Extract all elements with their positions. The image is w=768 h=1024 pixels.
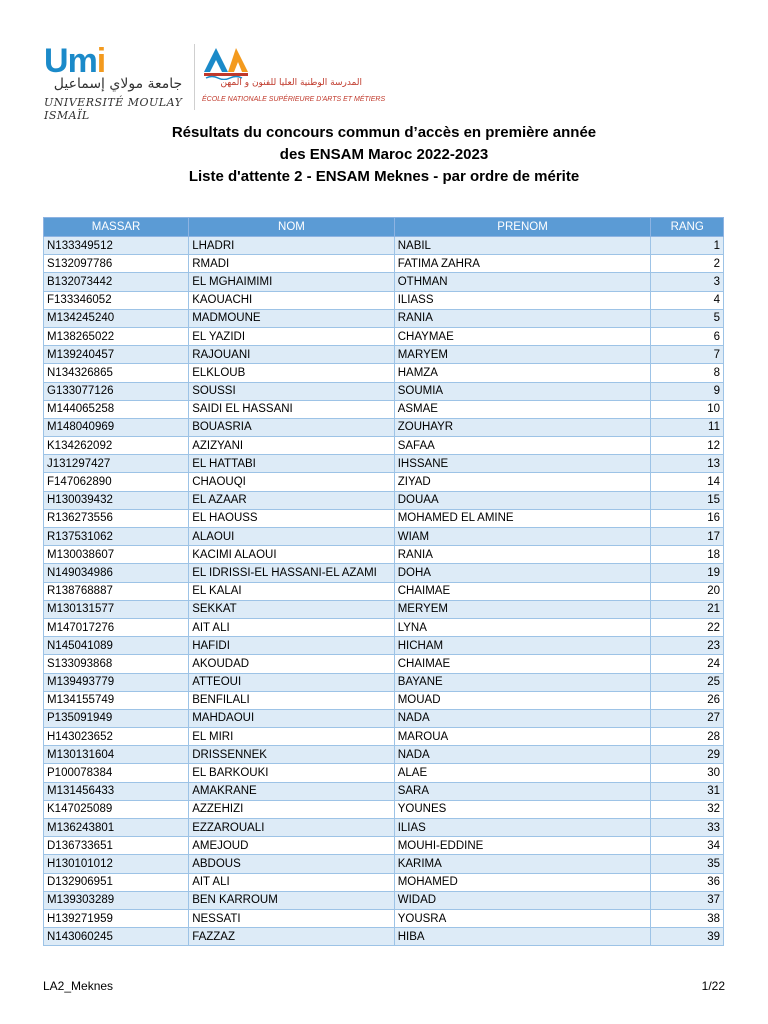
cell-rang: 5 [651, 309, 724, 327]
cell-massar: M139493779 [44, 673, 189, 691]
cell-nom: SAIDI EL HASSANI [189, 400, 395, 418]
results-table [43, 217, 724, 946]
cell-rang: 38 [651, 909, 724, 927]
cell-rang: 25 [651, 673, 724, 691]
cell-nom: EL YAZIDI [189, 327, 395, 345]
cell-prenom: CHAIMAE [394, 655, 651, 673]
header-massar: MASSAR [44, 218, 189, 237]
cell-prenom: HIBA [394, 928, 651, 946]
ensam-logo [202, 46, 386, 112]
table-row [44, 673, 724, 691]
cell-prenom: KARIMA [394, 855, 651, 873]
table-row [44, 600, 724, 618]
cell-nom: EL KALAI [189, 582, 395, 600]
cell-massar: S133093868 [44, 655, 189, 673]
table-row [44, 418, 724, 436]
cell-prenom: HAMZA [394, 364, 651, 382]
cell-rang: 11 [651, 418, 724, 436]
cell-nom: CHAOUQI [189, 473, 395, 491]
cell-nom: AIT ALI [189, 618, 395, 636]
table-row [44, 637, 724, 655]
cell-prenom: ILIASS [394, 291, 651, 309]
cell-prenom: LYNA [394, 618, 651, 636]
cell-nom: SEKKAT [189, 600, 395, 618]
cell-prenom: SARA [394, 782, 651, 800]
cell-rang: 20 [651, 582, 724, 600]
cell-rang: 36 [651, 873, 724, 891]
cell-nom: MAHDAOUI [189, 709, 395, 727]
cell-rang: 19 [651, 564, 724, 582]
table-row [44, 709, 724, 727]
cell-nom: EL IDRISSI-EL HASSANI-EL AZAMI [189, 564, 395, 582]
table-row [44, 855, 724, 873]
cell-rang: 35 [651, 855, 724, 873]
cell-rang: 31 [651, 782, 724, 800]
table-row [44, 764, 724, 782]
cell-nom: MADMOUNE [189, 309, 395, 327]
umi-logo [44, 42, 192, 122]
cell-nom: RAJOUANI [189, 346, 395, 364]
cell-nom: AZIZYANI [189, 437, 395, 455]
cell-rang: 10 [651, 400, 724, 418]
cell-nom: EL MIRI [189, 728, 395, 746]
table-body [44, 237, 724, 946]
cell-nom: AKOUDAD [189, 655, 395, 673]
table-row [44, 728, 724, 746]
table-row [44, 437, 724, 455]
cell-nom: EL MGHAIMIMI [189, 273, 395, 291]
cell-rang: 28 [651, 728, 724, 746]
table-row [44, 473, 724, 491]
cell-massar: M136243801 [44, 819, 189, 837]
cell-massar: M138265022 [44, 327, 189, 345]
cell-prenom: CHAYMAE [394, 327, 651, 345]
table-row [44, 546, 724, 564]
cell-nom: AMAKRANE [189, 782, 395, 800]
cell-nom: EL HAOUSS [189, 509, 395, 527]
table-row [44, 873, 724, 891]
ensam-latin-name: ÉCOLE NATIONALE SUPÉRIEURE D'ARTS ET MÉTIERS [202, 96, 386, 103]
cell-prenom: SOUMIA [394, 382, 651, 400]
umi-latin-name: UNIVERSITÉ MOULAY ISMAÏL [44, 96, 183, 122]
cell-prenom: NADA [394, 746, 651, 764]
footer-page-number: 1/22 [701, 979, 725, 993]
cell-massar: R138768887 [44, 582, 189, 600]
cell-massar: N134326865 [44, 364, 189, 382]
cell-prenom: ILIAS [394, 819, 651, 837]
table-row [44, 273, 724, 291]
cell-massar: D132906951 [44, 873, 189, 891]
ensam-emblem-icon [202, 46, 262, 80]
cell-rang: 32 [651, 800, 724, 818]
table-row [44, 655, 724, 673]
cell-nom: NESSATI [189, 909, 395, 927]
header-nom: NOM [189, 218, 395, 237]
table-row [44, 691, 724, 709]
cell-prenom: IHSSANE [394, 455, 651, 473]
cell-prenom: MOHAMED EL AMINE [394, 509, 651, 527]
cell-rang: 12 [651, 437, 724, 455]
cell-prenom: NABIL [394, 237, 651, 255]
ensam-arabic-name: المدرسة الوطنية العليا للفنون و المهن [220, 78, 362, 88]
cell-nom: DRISSENNEK [189, 746, 395, 764]
cell-massar: M130038607 [44, 546, 189, 564]
cell-prenom: ZIYAD [394, 473, 651, 491]
table-row [44, 255, 724, 273]
title-line-1: Résultats du concours commun d’accès en première année [171, 124, 597, 141]
cell-prenom: SAFAA [394, 437, 651, 455]
cell-nom: EL BARKOUKI [189, 764, 395, 782]
table-row [44, 528, 724, 546]
cell-nom: KACIMI ALAOUI [189, 546, 395, 564]
cell-prenom: WIAM [394, 528, 651, 546]
table-row [44, 309, 724, 327]
cell-massar: H139271959 [44, 909, 189, 927]
cell-rang: 29 [651, 746, 724, 764]
cell-nom: ALAOUI [189, 528, 395, 546]
cell-rang: 9 [651, 382, 724, 400]
cell-nom: RMADI [189, 255, 395, 273]
cell-prenom: HICHAM [394, 637, 651, 655]
table-row [44, 364, 724, 382]
cell-prenom: ZOUHAYR [394, 418, 651, 436]
cell-prenom: YOUNES [394, 800, 651, 818]
table-row [44, 819, 724, 837]
cell-nom: ATTEOUI [189, 673, 395, 691]
cell-rang: 22 [651, 618, 724, 636]
cell-prenom: MOUHI-EDDINE [394, 837, 651, 855]
cell-massar: M130131604 [44, 746, 189, 764]
cell-prenom: YOUSRA [394, 909, 651, 927]
header-rang: RANG [651, 218, 724, 237]
cell-massar: N145041089 [44, 637, 189, 655]
cell-prenom: NADA [394, 709, 651, 727]
cell-massar: N143060245 [44, 928, 189, 946]
cell-massar: P135091949 [44, 709, 189, 727]
cell-nom: KAOUACHI [189, 291, 395, 309]
cell-massar: M139303289 [44, 891, 189, 909]
cell-rang: 21 [651, 600, 724, 618]
cell-rang: 1 [651, 237, 724, 255]
cell-massar: J131297427 [44, 455, 189, 473]
cell-massar: M148040969 [44, 418, 189, 436]
cell-rang: 2 [651, 255, 724, 273]
cell-rang: 3 [651, 273, 724, 291]
cell-prenom: DOHA [394, 564, 651, 582]
cell-prenom: CHAIMAE [394, 582, 651, 600]
cell-prenom: MAROUA [394, 728, 651, 746]
cell-massar: F147062890 [44, 473, 189, 491]
cell-massar: R136273556 [44, 509, 189, 527]
cell-rang: 4 [651, 291, 724, 309]
table-row [44, 800, 724, 818]
cell-rang: 39 [651, 928, 724, 946]
cell-massar: M144065258 [44, 400, 189, 418]
cell-rang: 15 [651, 491, 724, 509]
cell-massar: H130039432 [44, 491, 189, 509]
cell-prenom: ALAE [394, 764, 651, 782]
cell-rang: 18 [651, 546, 724, 564]
cell-massar: D136733651 [44, 837, 189, 855]
cell-rang: 27 [651, 709, 724, 727]
cell-nom: FAZZAZ [189, 928, 395, 946]
cell-massar: H143023652 [44, 728, 189, 746]
cell-rang: 34 [651, 837, 724, 855]
umi-arabic-name: جامعة مولاي إسماعيل [53, 76, 183, 92]
cell-nom: EL AZAAR [189, 491, 395, 509]
cell-massar: N149034986 [44, 564, 189, 582]
table-row [44, 582, 724, 600]
cell-nom: EL HATTABI [189, 455, 395, 473]
footer-sheet-name: LA2_Meknes [43, 979, 114, 993]
cell-massar: H130101012 [44, 855, 189, 873]
table-row [44, 346, 724, 364]
cell-rang: 6 [651, 327, 724, 345]
cell-massar: S132097786 [44, 255, 189, 273]
title-line-2: des ENSAM Maroc 2022-2023 [279, 146, 489, 163]
logo-divider [194, 44, 195, 110]
page-title [0, 122, 768, 188]
cell-prenom: MOUAD [394, 691, 651, 709]
cell-rang: 16 [651, 509, 724, 527]
cell-prenom: MERYEM [394, 600, 651, 618]
cell-rang: 7 [651, 346, 724, 364]
table-row [44, 891, 724, 909]
table-row [44, 382, 724, 400]
cell-nom: HAFIDI [189, 637, 395, 655]
cell-massar: M147017276 [44, 618, 189, 636]
cell-massar: K147025089 [44, 800, 189, 818]
cell-prenom: MOHAMED [394, 873, 651, 891]
table-row [44, 564, 724, 582]
table-row [44, 509, 724, 527]
table-header-row [44, 218, 724, 237]
cell-rang: 30 [651, 764, 724, 782]
cell-massar: M134245240 [44, 309, 189, 327]
table-row [44, 782, 724, 800]
cell-nom: AZZEHIZI [189, 800, 395, 818]
cell-massar: R137531062 [44, 528, 189, 546]
cell-rang: 37 [651, 891, 724, 909]
cell-prenom: OTHMAN [394, 273, 651, 291]
cell-prenom: WIDAD [394, 891, 651, 909]
table-row [44, 291, 724, 309]
table-row [44, 237, 724, 255]
cell-nom: AMEJOUD [189, 837, 395, 855]
table-row [44, 928, 724, 946]
cell-rang: 23 [651, 637, 724, 655]
cell-massar: B132073442 [44, 273, 189, 291]
umi-logo-mark: Umi [44, 42, 106, 80]
cell-prenom: RANIA [394, 546, 651, 564]
cell-massar: K134262092 [44, 437, 189, 455]
cell-nom: BENFILALI [189, 691, 395, 709]
cell-rang: 24 [651, 655, 724, 673]
cell-rang: 13 [651, 455, 724, 473]
document-header [0, 0, 768, 120]
cell-nom: BOUASRIA [189, 418, 395, 436]
cell-nom: SOUSSI [189, 382, 395, 400]
table-row [44, 618, 724, 636]
cell-nom: ABDOUS [189, 855, 395, 873]
table-row [44, 327, 724, 345]
table-row [44, 455, 724, 473]
cell-rang: 33 [651, 819, 724, 837]
cell-prenom: RANIA [394, 309, 651, 327]
cell-rang: 8 [651, 364, 724, 382]
cell-prenom: BAYANE [394, 673, 651, 691]
cell-rang: 26 [651, 691, 724, 709]
cell-nom: AIT ALI [189, 873, 395, 891]
cell-massar: M134155749 [44, 691, 189, 709]
cell-massar: M130131577 [44, 600, 189, 618]
cell-massar: P100078384 [44, 764, 189, 782]
cell-massar: M131456433 [44, 782, 189, 800]
cell-massar: N133349512 [44, 237, 189, 255]
cell-nom: LHADRI [189, 237, 395, 255]
cell-prenom: DOUAA [394, 491, 651, 509]
cell-massar: M139240457 [44, 346, 189, 364]
title-line-3: Liste d'attente 2 - ENSAM Meknes - par ordre de mérite [188, 168, 580, 185]
table-row [44, 491, 724, 509]
cell-prenom: MARYEM [394, 346, 651, 364]
header-prenom: PRENOM [394, 218, 651, 237]
table-row [44, 909, 724, 927]
table-row [44, 746, 724, 764]
table-row [44, 837, 724, 855]
cell-massar: G133077126 [44, 382, 189, 400]
cell-nom: EZZAROUALI [189, 819, 395, 837]
cell-prenom: ASMAE [394, 400, 651, 418]
cell-rang: 17 [651, 528, 724, 546]
cell-nom: ELKLOUB [189, 364, 395, 382]
table-row [44, 400, 724, 418]
cell-massar: F133346052 [44, 291, 189, 309]
cell-prenom: FATIMA ZAHRA [394, 255, 651, 273]
cell-rang: 14 [651, 473, 724, 491]
cell-nom: BEN KARROUM [189, 891, 395, 909]
